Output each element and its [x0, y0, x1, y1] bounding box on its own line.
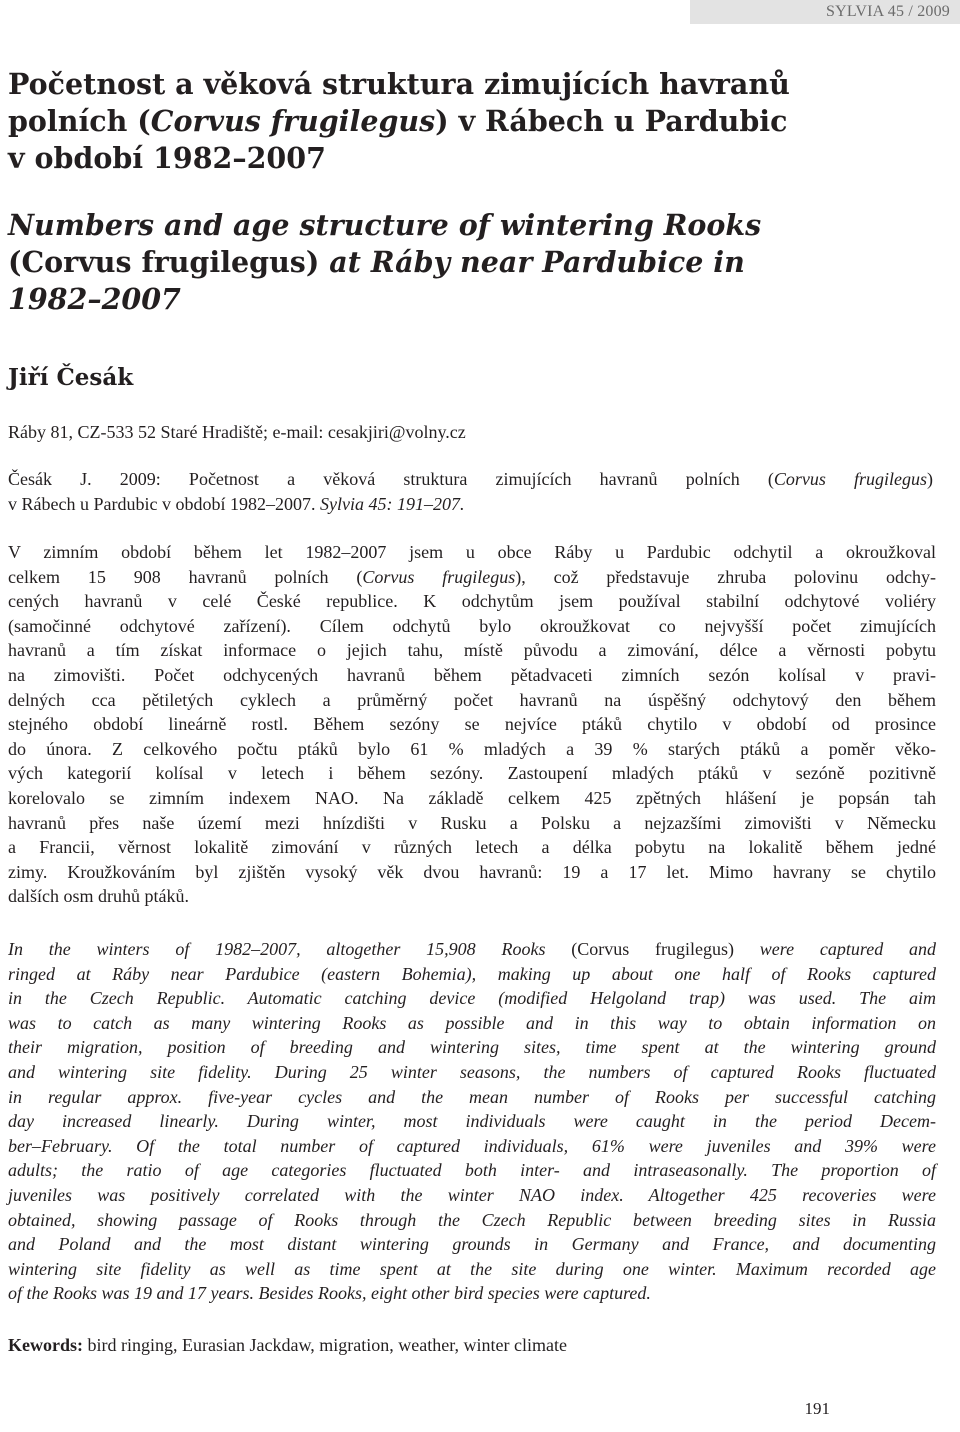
article-title-english — [8, 207, 928, 318]
abstract-en-line: In the winters of 1982–2007, altogether 15,908 Rooks (Corvus frugilegus) were captured and — [8, 939, 937, 959]
title-en-line-1: Numbers and age structure of wintering Rooks — [8, 208, 762, 242]
article-title-czech — [8, 66, 928, 177]
author-address: Ráby 81, CZ-533 52 Staré Hradiště; e-mail: cesakjiri@volny.cz — [8, 422, 466, 442]
abstract-cz-line: korelovalo se zimním indexem NAO. Na základě celkem 425 zpětných hlášení je popsán tah — [8, 787, 936, 808]
title-cz-line-2-end: ) v Rábech u Pardubic — [435, 104, 788, 138]
citation — [8, 467, 933, 517]
citation-line-2-text: v Rábech u Pardubic v období 1982–2007. — [8, 494, 320, 514]
abstract-en-line: was to catch as many wintering Rooks as possible and in this way to obtain information on — [8, 1012, 936, 1033]
abstract-cz-line: cených havranů v celé České republice. K odchytům jsem používal stabilní odchytové voliéry — [8, 591, 936, 612]
title-en-line-3: 1982–2007 — [8, 282, 181, 316]
abstract-en-species: (Corvus frugilegus) — [571, 939, 735, 959]
keywords-text: bird ringing, Eurasian Jackdaw, migration, weather, winter climate — [83, 1335, 567, 1355]
abstract-cz-line: zimy. Kroužkováním byl zjištěn vysoký věk dvou havranů: 19 a 17 let. Mimo havrany se chytilo — [8, 861, 936, 882]
abstract-cz-line: dalších osm druhů ptáků. — [8, 886, 189, 907]
title-en-line-2 — [8, 244, 928, 281]
abstract-cz-species: Corvus frugilegus — [362, 566, 516, 587]
abstract-en-line: and wintering site fidelity. During 25 winter seasons, the numbers of captured Rooks fluctuated — [8, 1061, 936, 1082]
citation-line-2 — [8, 492, 933, 517]
abstract-cz-line: do února. Z celkového počtu ptáků bylo 61 % mladých a 39 % starých ptáků a poměr věko- — [8, 738, 936, 759]
abstract-en-line: day increased linearly. During winter, most individuals were caught in the period Decem- — [8, 1111, 936, 1132]
abstract-cz-line: V zimním období během let 1982–2007 jsem u obce Ráby u Pardubic odchytil a okroužkoval — [8, 542, 936, 562]
citation-species: Corvus frugilegus — [773, 469, 927, 489]
title-cz-line-1: Početnost a věková struktura zimujících havranů — [8, 67, 790, 101]
keywords-label: Kewords: — [8, 1335, 83, 1355]
citation-part-1: Česák J. 2009: Početnost a věková struktura zimujících havranů polních ( — [8, 469, 774, 489]
title-cz-line-2-start: polních ( — [8, 104, 151, 138]
abstract-cz-line: a Francii, věrnost lokalitě zimování v různých letech a délka pobytu na lokalitě během jedné — [8, 837, 936, 858]
journal-issue-tab: SYLVIA 45 / 2009 — [690, 0, 960, 24]
abstract-en-line: obtained, showing passage of Rooks through the Czech Republic between breeding sites in Russia — [8, 1209, 936, 1230]
citation-journal: Sylvia 45: 191–207. — [319, 494, 465, 514]
abstract-cz-line: havranů a tím získat informace o jejich tahu, místě původu a zimování, délce a věrnosti pobytu — [8, 640, 936, 661]
title-en-line-2-rest: at Ráby near Pardubice in — [319, 245, 745, 279]
abstract-en-line: ringed at Ráby near Pardubice (eastern Bohemia), making up about one half of Rooks captured — [8, 963, 936, 984]
page-number: 191 — [804, 1399, 830, 1418]
abstract-en-line: of the Rooks was 19 and 17 years. Besides Rooks, eight other bird species were captured. — [8, 1283, 651, 1304]
title-cz-line-3: v období 1982–2007 — [8, 141, 326, 175]
abstract-cz-line: stejného období lineárně rostl. Během sezóny se nejvíce ptáků chytilo v období od prosince — [8, 714, 936, 735]
abstract-en-line: in regular approx. five-year cycles and the mean number of Rooks per successful catching — [8, 1086, 936, 1107]
abstract-czech — [8, 540, 936, 909]
citation-part-2: ) — [927, 469, 933, 489]
abstract-en-line: adults; the ratio of age categories fluctuated both inter- and intraseasonally. The proportion of — [8, 1160, 936, 1181]
abstract-en-line: and Poland and the most distant wintering grounds in Germany and France, and documenting — [8, 1234, 936, 1255]
abstract-en-line: in the Czech Republic. Automatic catching device (modified Helgoland trap) was used. The aim — [8, 988, 936, 1009]
abstract-cz-line: havranů přes naše území mezi hnízdišti v Rusku a Polsku a nejzazšími zimovišti v Německu — [8, 812, 936, 833]
title-cz-species-name: Corvus frugilegus — [150, 104, 436, 138]
abstract-english — [8, 937, 936, 1306]
abstract-en-line: juveniles was positively correlated with the winter NAO index. Altogether 425 recoveries were — [8, 1184, 936, 1205]
abstract-en-line: their migration, position of breeding and wintering sites, time spent at the wintering ground — [8, 1037, 936, 1058]
abstract-cz-line: vých kategorií kolísal v letech i během sezóny. Zastoupení mladých ptáků v sezóně pozitivně — [8, 763, 936, 784]
abstract-en-line: ber–February. Of the total number of captured individuals, 61% were juveniles and 39% were — [8, 1135, 936, 1156]
keywords — [8, 1333, 567, 1357]
abstract-cz-line: delných cca pětiletých cyklech a průměrný počet havranů na úspěšný odchytový den během — [8, 689, 936, 710]
abstract-cz-line: na zimovišti. Počet odchycených havranů během pětadvaceti zimních sezón kolísal v pravi- — [8, 664, 936, 685]
title-cz-line-2 — [8, 103, 928, 140]
citation-line-1 — [8, 467, 933, 492]
abstract-cz-line: (samočinné odchytové zařízení). Cílem odchytů bylo okroužkovat co nejvyšší počet zimujících — [8, 615, 936, 636]
author-name: Jiří Česák — [8, 364, 134, 391]
abstract-en-line: wintering site fidelity as well as time spent at the site during one winter. Maximum recorded age — [8, 1258, 936, 1279]
title-en-species-name: (Corvus frugilegus) — [8, 245, 320, 279]
abstract-cz-line: celkem 15 908 havranů polních (Corvus frugilegus), což představuje zhruba polovinu odchy- — [8, 566, 936, 587]
